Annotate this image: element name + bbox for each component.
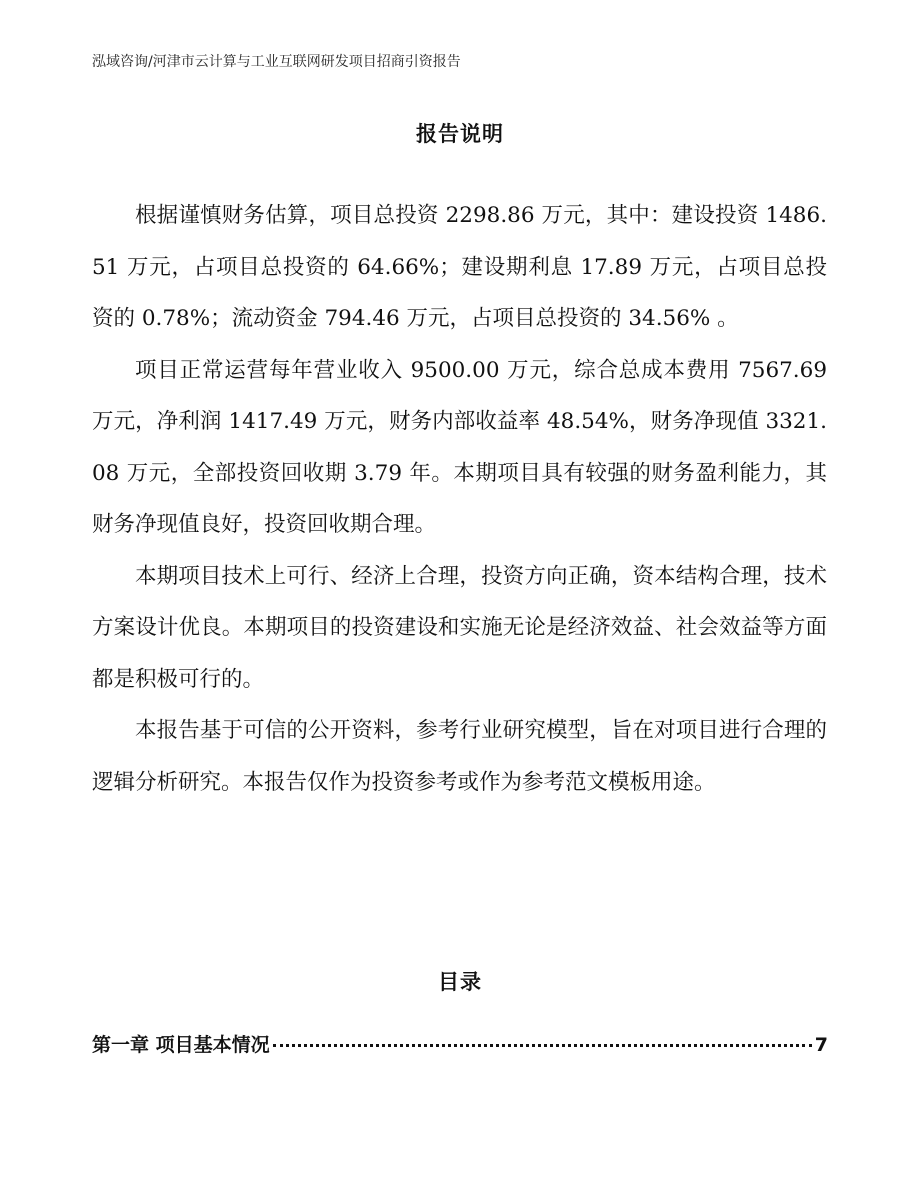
page-header: 泓域咨询/河津市云计算与工业互联网研发项目招商引资报告 <box>92 54 461 70</box>
toc-dot-leader <box>273 1044 812 1047</box>
toc-title: 目录 <box>438 970 482 994</box>
paragraph-financials: 项目正常运营每年营业收入 9500.00 万元，综合总成本费用 7567.69 万元，净利润 1417.49 万元，财务内部收益率 48.54%，财务净现值 3321.08 万元，全部投资回收期 3.79 年。本期项目具有较强的财务盈利能力，其财务净现值良好，投资回收期合理。 <box>92 357 827 537</box>
report-body <box>92 190 827 808</box>
paragraph-disclaimer: 本报告基于可信的公开资料，参考行业研究模型，旨在对项目进行合理的逻辑分析研究。本报告仅作为投资参考或作为参考范文模板用途。 <box>92 718 827 795</box>
toc-entry[interactable] <box>92 1030 828 1057</box>
paragraph-feasibility: 本期项目技术上可行、经济上合理，投资方向正确，资本结构合理，技术方案设计优良。本期项目的投资建设和实施无论是经济效益、社会效益等方面都是积极可行的。 <box>92 563 827 692</box>
report-title: 报告说明 <box>416 122 504 146</box>
toc-entry-label: 第一章 项目基本情况 <box>92 1034 270 1056</box>
toc-entry-page: 7 <box>814 1034 828 1056</box>
paragraph-investment: 根据谨慎财务估算，项目总投资 2298.86 万元，其中：建设投资 1486.51 万元，占项目总投资的 64.66%；建设期利息 17.89 万元，占项目总投资的 0.78%；流动资金 794.46 万元，占项目总投资的 34.56% 。 <box>92 203 827 331</box>
